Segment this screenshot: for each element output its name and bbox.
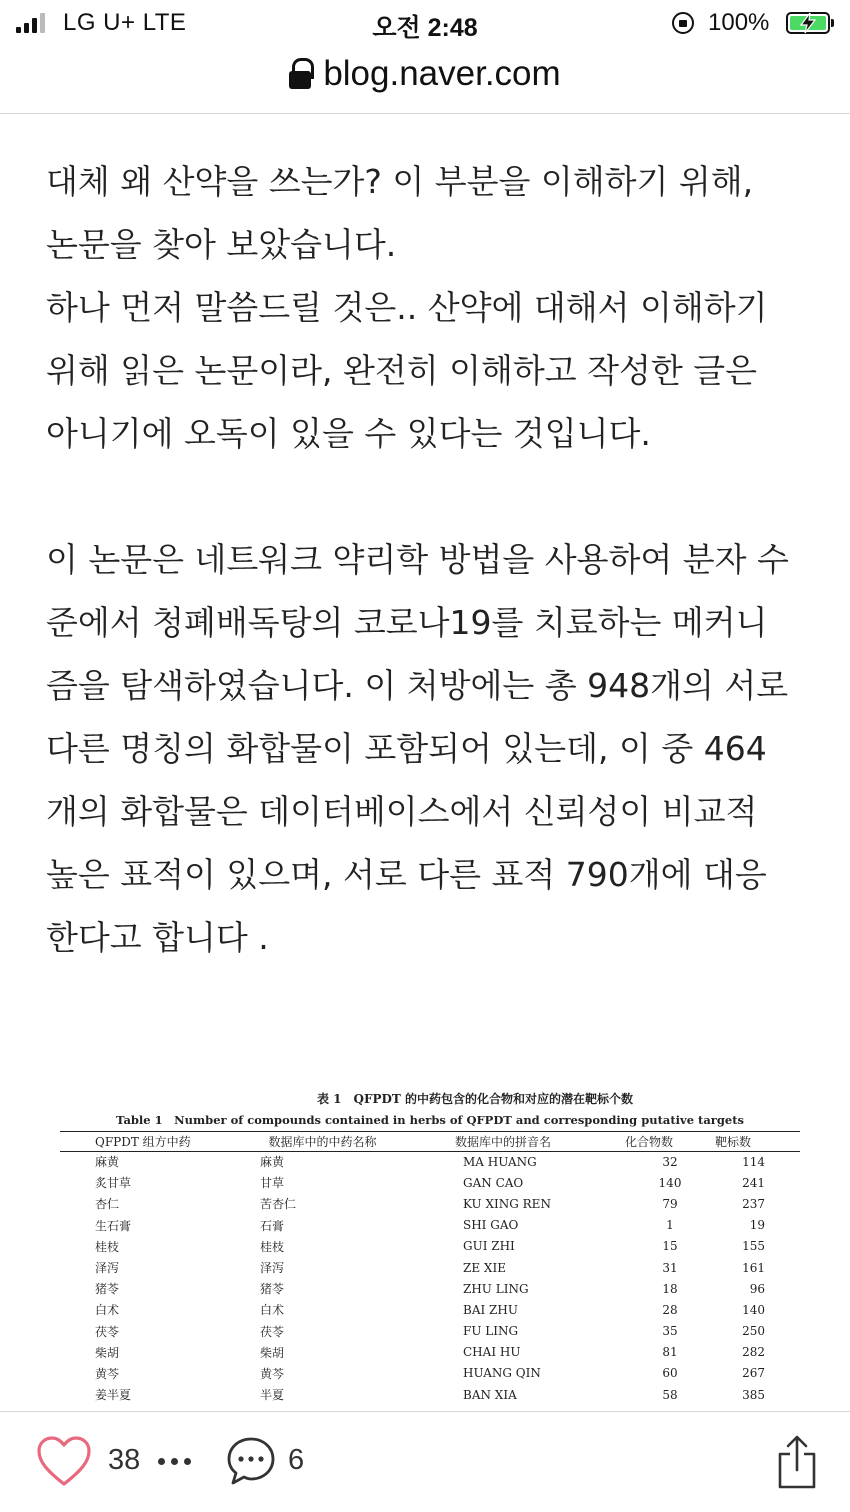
cell-targets: 385 — [742, 1387, 765, 1402]
table-row — [60, 1215, 800, 1236]
status-bar — [0, 0, 850, 46]
text-line: 한다고 합니다 . — [46, 918, 269, 957]
cell-pinyin: MA HUANG — [463, 1154, 537, 1169]
cell-targets: 161 — [742, 1260, 765, 1275]
cell-db-name: 甘草 — [260, 1176, 285, 1191]
bottom-toolbar — [0, 1411, 850, 1512]
cell-targets: 114 — [742, 1154, 765, 1169]
cell-herb: 生石膏 — [95, 1218, 132, 1233]
comment-icon[interactable] — [226, 1436, 276, 1486]
text-line: 높은 표적이 있으며, 서로 다른 표적 790개에 대응 — [46, 855, 767, 894]
cell-pinyin: ZE XIE — [463, 1260, 506, 1275]
cell-herb: 杏仁 — [95, 1197, 120, 1212]
cell-targets: 19 — [749, 1218, 765, 1233]
carrier-label: LG U+ LTE — [63, 9, 187, 36]
cell-targets: 155 — [742, 1239, 765, 1254]
text-line: 아니기에 오독이 있을 수 있다는 것입니다. — [46, 414, 651, 453]
cell-compounds: 28 — [662, 1302, 678, 1317]
battery-percent: 100% — [708, 9, 770, 36]
cell-compounds: 31 — [662, 1260, 678, 1275]
cell-db-name: 泽泻 — [260, 1261, 285, 1276]
table-row — [60, 1384, 800, 1405]
url-domain[interactable]: blog.naver.com — [323, 54, 561, 93]
cell-pinyin: GUI ZHI — [463, 1239, 515, 1254]
cell-db-name: 茯苓 — [260, 1324, 285, 1339]
cell-compounds: 140 — [658, 1175, 682, 1190]
text-line: 이 논문은 네트워크 약리학 방법을 사용하여 분자 수 — [46, 540, 789, 579]
cell-targets: 96 — [749, 1281, 765, 1296]
cell-compounds: 60 — [662, 1366, 678, 1381]
lock-icon — [289, 58, 311, 90]
cell-db-name: 麻黄 — [260, 1155, 285, 1170]
paragraph-intro — [46, 150, 816, 465]
text-line: 하나 먼저 말씀드릴 것은.. 산약에 대해서 이해하기 — [46, 288, 768, 327]
cell-pinyin: HUANG QIN — [463, 1366, 541, 1381]
header-compounds: 化合物数 — [625, 1132, 715, 1151]
cell-herb: 炙甘草 — [95, 1176, 132, 1191]
cell-herb: 泽泻 — [95, 1261, 120, 1276]
cell-herb: 柴胡 — [95, 1345, 120, 1360]
cell-db-name: 桂枝 — [260, 1239, 285, 1254]
cell-compounds: 32 — [662, 1154, 678, 1169]
cell-compounds: 81 — [662, 1345, 678, 1360]
more-icon[interactable] — [158, 1458, 191, 1465]
text-line: 대체 왜 산약을 쓰는가? 이 부분을 이해하기 위해, — [46, 162, 754, 201]
battery-icon — [786, 12, 830, 34]
cell-db-name: 苦杏仁 — [260, 1197, 297, 1212]
address-bar[interactable] — [0, 46, 850, 114]
table-row — [60, 1193, 800, 1214]
text-line: 위해 읽은 논문이라, 완전히 이해하고 작성한 글은 — [46, 351, 757, 390]
table-row — [60, 1151, 800, 1172]
header-targets: 靶标数 — [715, 1132, 800, 1151]
cell-db-name: 白术 — [260, 1303, 285, 1318]
text-line: 개의 화합물은 데이터베이스에서 신뢰성이 비교적 — [46, 792, 758, 831]
like-count[interactable]: 38 — [108, 1444, 141, 1476]
comment-count[interactable]: 6 — [288, 1444, 305, 1476]
header-db-name: 数据库中的中药名称 — [220, 1132, 425, 1151]
cell-targets: 267 — [742, 1366, 765, 1381]
cell-pinyin: BAN XIA — [463, 1387, 517, 1402]
table-row — [60, 1299, 800, 1320]
cell-pinyin: ZHU LING — [463, 1281, 529, 1296]
cell-herb: 白术 — [95, 1303, 120, 1318]
cell-pinyin: GAN CAO — [463, 1175, 524, 1190]
charging-bolt-icon — [798, 12, 818, 34]
share-icon[interactable] — [776, 1434, 818, 1490]
text-line: 다른 명칭의 화합물이 포함되어 있는데, 이 중 464 — [46, 729, 767, 768]
table-row — [60, 1236, 800, 1257]
header-herb: QFPDT 组方中药 — [60, 1132, 220, 1151]
article-body — [46, 150, 816, 969]
table-row — [60, 1257, 800, 1278]
cell-compounds: 15 — [662, 1239, 678, 1254]
status-time: 오전 2:48 — [372, 14, 478, 42]
table-row — [60, 1278, 800, 1299]
table-row — [60, 1342, 800, 1363]
cell-compounds: 18 — [662, 1281, 678, 1296]
cell-pinyin: CHAI HU — [463, 1345, 521, 1360]
cell-targets: 282 — [742, 1345, 765, 1360]
cell-compounds: 35 — [662, 1324, 678, 1339]
text-line: 즘을 탐색하였습니다. 이 처방에는 총 948개의 서로 — [46, 666, 789, 705]
table-row — [60, 1172, 800, 1193]
cell-db-name: 石膏 — [260, 1218, 285, 1233]
cell-herb: 猪苓 — [95, 1282, 120, 1297]
orientation-lock-icon — [672, 12, 694, 34]
cell-db-name: 猪苓 — [260, 1282, 285, 1297]
cell-pinyin: KU XING REN — [463, 1196, 551, 1211]
table-body — [60, 1151, 800, 1405]
table-header-row — [60, 1132, 800, 1151]
cell-db-name: 柴胡 — [260, 1345, 285, 1360]
cell-herb: 姜半夏 — [95, 1388, 132, 1403]
cell-herb: 黄芩 — [95, 1366, 120, 1381]
paper-table-figure[interactable] — [50, 1090, 810, 1408]
cell-herb: 茯苓 — [95, 1324, 120, 1339]
header-pinyin: 数据库中的拼音名 — [425, 1132, 625, 1151]
cell-targets: 140 — [742, 1302, 765, 1317]
cell-compounds: 79 — [662, 1196, 678, 1211]
table-title-chinese: 表 1 QFPDT 的中药包含的化合物和对应的潜在靶标个数 — [316, 1092, 634, 1106]
cell-herb: 桂枝 — [95, 1239, 120, 1254]
cell-compounds: 58 — [662, 1387, 678, 1402]
compound-table — [60, 1132, 800, 1405]
text-line: 준에서 청폐배독탕의 코로나19를 치료하는 메커니 — [46, 603, 768, 642]
cell-pinyin: SHI GAO — [463, 1218, 519, 1233]
cell-pinyin: BAI ZHU — [463, 1302, 518, 1317]
paragraph-summary — [46, 528, 816, 969]
heart-icon[interactable] — [36, 1436, 92, 1488]
cell-db-name: 黄芩 — [260, 1366, 285, 1381]
table-row — [60, 1321, 800, 1342]
cell-pinyin: FU LING — [463, 1324, 519, 1339]
table-row — [60, 1363, 800, 1384]
cell-targets: 250 — [742, 1324, 765, 1339]
cell-compounds: 1 — [666, 1218, 674, 1233]
cell-targets: 241 — [742, 1175, 765, 1190]
table-title-english: Table 1 Number of compounds contained in herbs of QFPDT and corresponding putative targets — [115, 1113, 745, 1127]
cell-targets: 237 — [742, 1196, 765, 1211]
cell-herb: 麻黄 — [95, 1155, 120, 1170]
text-line: 논문을 찾아 보았습니다. — [46, 225, 397, 264]
cell-db-name: 半夏 — [260, 1388, 285, 1403]
